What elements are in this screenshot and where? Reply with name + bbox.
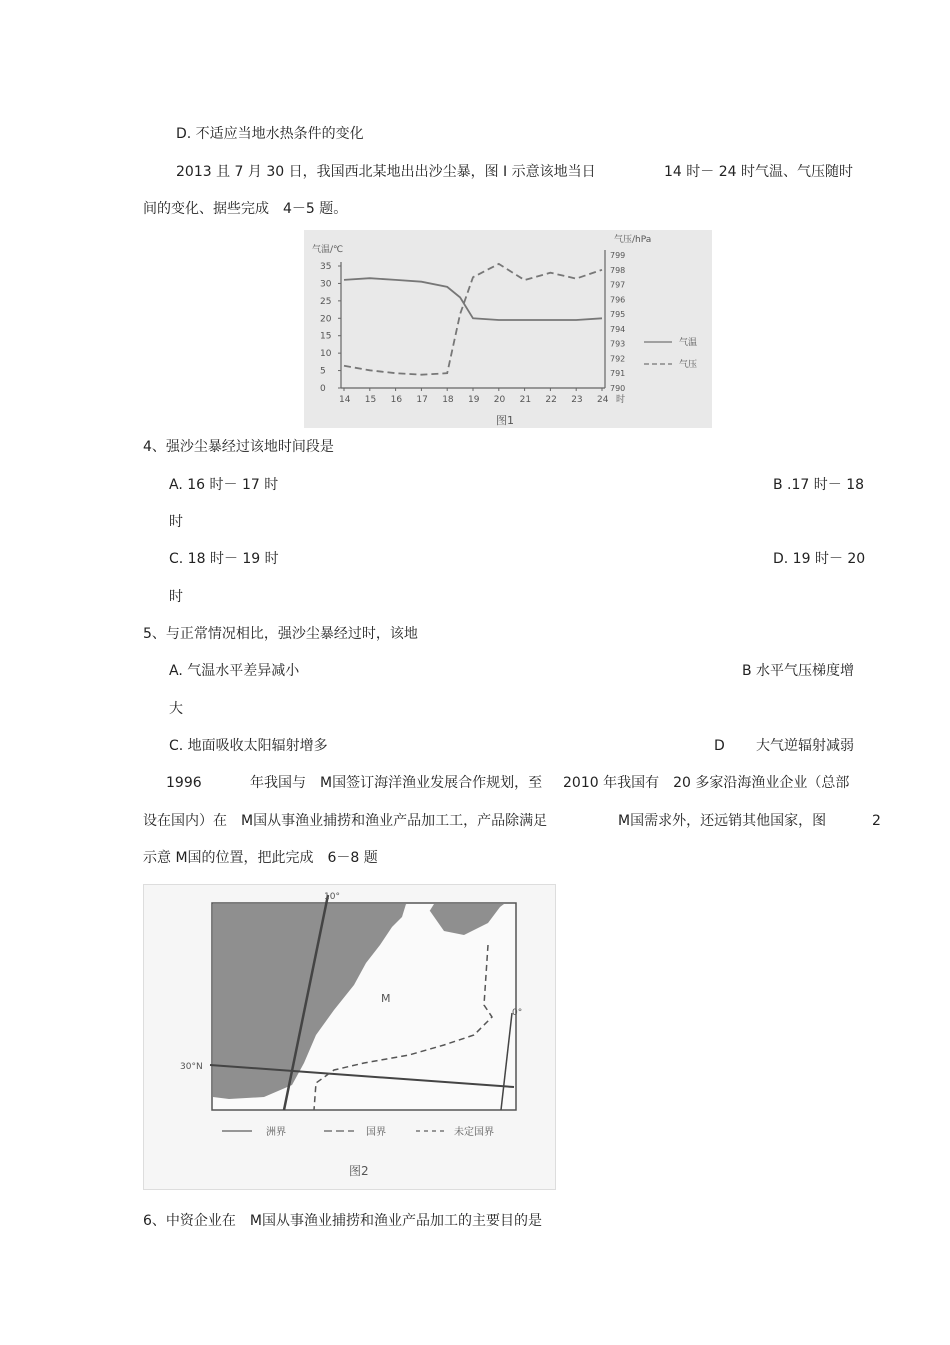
right-tick-label: 795 bbox=[610, 310, 626, 320]
y-right-label: 气压/hPa bbox=[614, 235, 652, 245]
left-tick-label: 20 bbox=[320, 314, 332, 325]
intro-6-8-line1-c: 2010 年我国有 20 多家沿海渔业企业（总部 bbox=[563, 775, 850, 791]
right-tick-label: 798 bbox=[610, 265, 626, 275]
right-tick-label: 792 bbox=[610, 354, 626, 364]
zero-label: 0° bbox=[512, 1008, 523, 1018]
legend-border-label: 国界 bbox=[366, 1127, 386, 1138]
x-tick-label: 21 bbox=[519, 395, 532, 405]
figure-1-caption: 图1 bbox=[496, 414, 514, 427]
intro-6-8-line2-b: M国需求外，还远销其他国家，图 bbox=[618, 813, 827, 829]
x-tick-label: 22 bbox=[545, 395, 557, 405]
right-tick-label: 790 bbox=[610, 384, 626, 393]
right-tick-label: 797 bbox=[610, 280, 626, 290]
right-tick-label: 794 bbox=[610, 324, 626, 334]
x-tick-label: 14 bbox=[339, 395, 351, 405]
figure-2-svg bbox=[144, 885, 555, 1189]
intro-4-5-line2: 间的变化、据些完成 4－5 题。 bbox=[143, 201, 348, 217]
left-tick-label: 35 bbox=[320, 262, 332, 272]
legend-pressure-label: 气压 bbox=[679, 360, 698, 370]
q3-option-d: D. 不适应当地水热条件的变化 bbox=[176, 126, 364, 142]
q4-option-a: A. 16 时－ 17 时 bbox=[169, 477, 279, 493]
figure-2-map bbox=[143, 884, 556, 1190]
right-tick-label: 796 bbox=[610, 295, 626, 305]
q5-option-c: C. 地面吸收太阳辐射增多 bbox=[169, 738, 328, 754]
x-tick-label: 17 bbox=[416, 395, 428, 405]
q4-option-c: C. 18 时－ 19 时 bbox=[169, 551, 279, 567]
x-tick-label: 18 bbox=[442, 395, 454, 405]
legend-continent-label: 洲界 bbox=[266, 1127, 286, 1138]
lon-label: 10° bbox=[324, 892, 340, 902]
legend-undetermined-label: 未定国界 bbox=[454, 1127, 494, 1138]
figure-2-caption: 图2 bbox=[349, 1164, 369, 1178]
x-tick-label: 20 bbox=[493, 395, 506, 405]
q5-option-d-letter: D bbox=[714, 738, 725, 754]
intro-6-8-line1-year: 1996 bbox=[166, 775, 202, 791]
q6-stem: 6、中资企业在 M国从事渔业捕捞和渔业产品加工的主要目的是 bbox=[143, 1213, 542, 1229]
x-tick-label: 16 bbox=[390, 395, 403, 405]
country-label: M bbox=[381, 992, 391, 1005]
q5-option-b: B 水平气压梯度增 bbox=[742, 663, 855, 679]
left-tick-label: 10 bbox=[320, 349, 332, 360]
x-tick-label: 19 bbox=[468, 395, 480, 405]
left-tick-label: 25 bbox=[320, 296, 332, 307]
x-tick-label: 23 bbox=[571, 395, 583, 405]
q4-option-d: D. 19 时－ 20 bbox=[773, 551, 866, 567]
intro-4-5-line1a: 2013 且 7 月 30 日，我国西北某地出出沙尘暴，图 I 示意该地当日 bbox=[176, 164, 596, 180]
lat-label: 30°N bbox=[180, 1062, 203, 1072]
q4-option-d-cont: 时 bbox=[169, 589, 183, 605]
left-tick-label: 30 bbox=[320, 279, 332, 290]
intro-6-8-line2-a: 设在国内）在 M国从事渔业捕捞和渔业产品加工工，产品除满足 bbox=[143, 813, 548, 829]
y-left-label: 气温/℃ bbox=[312, 245, 344, 255]
right-tick-label: 793 bbox=[610, 339, 626, 349]
q5-option-b-cont: 大 bbox=[169, 701, 183, 717]
figure-1-chart bbox=[304, 230, 712, 428]
right-tick-label: 799 bbox=[610, 251, 626, 260]
q5-option-d: 大气逆辐射减弱 bbox=[756, 738, 854, 754]
intro-6-8-line2-c: 2 bbox=[872, 813, 881, 829]
x-unit-label: 时 bbox=[616, 395, 626, 405]
left-tick-label: 5 bbox=[320, 366, 326, 377]
q5-option-a: A. 气温水平差异减小 bbox=[169, 663, 300, 679]
x-tick-label: 15 bbox=[364, 395, 377, 405]
figure-1-svg bbox=[304, 230, 712, 428]
q5-stem: 5、与正常情况相比，强沙尘暴经过时，该地 bbox=[143, 626, 418, 642]
intro-4-5-line1b: 14 时－ 24 时气温、气压随时 bbox=[664, 164, 853, 180]
intro-6-8-line1-b: 年我国与 M国签订海洋渔业发展合作规划，至 bbox=[250, 775, 543, 791]
q4-stem: 4、强沙尘暴经过该地时间段是 bbox=[143, 439, 334, 455]
left-tick-label: 0 bbox=[320, 384, 326, 394]
intro-6-8-line3: 示意 M国的位置，把此完成 6－8 题 bbox=[143, 850, 378, 866]
x-tick-label: 24 bbox=[597, 395, 609, 405]
q4-option-b: B .17 时－ 18 bbox=[773, 477, 865, 493]
left-tick-label: 15 bbox=[320, 331, 332, 342]
right-tick-label: 791 bbox=[610, 369, 626, 379]
legend-temp-label: 气温 bbox=[679, 338, 698, 348]
q4-option-b-cont: 时 bbox=[169, 514, 183, 530]
